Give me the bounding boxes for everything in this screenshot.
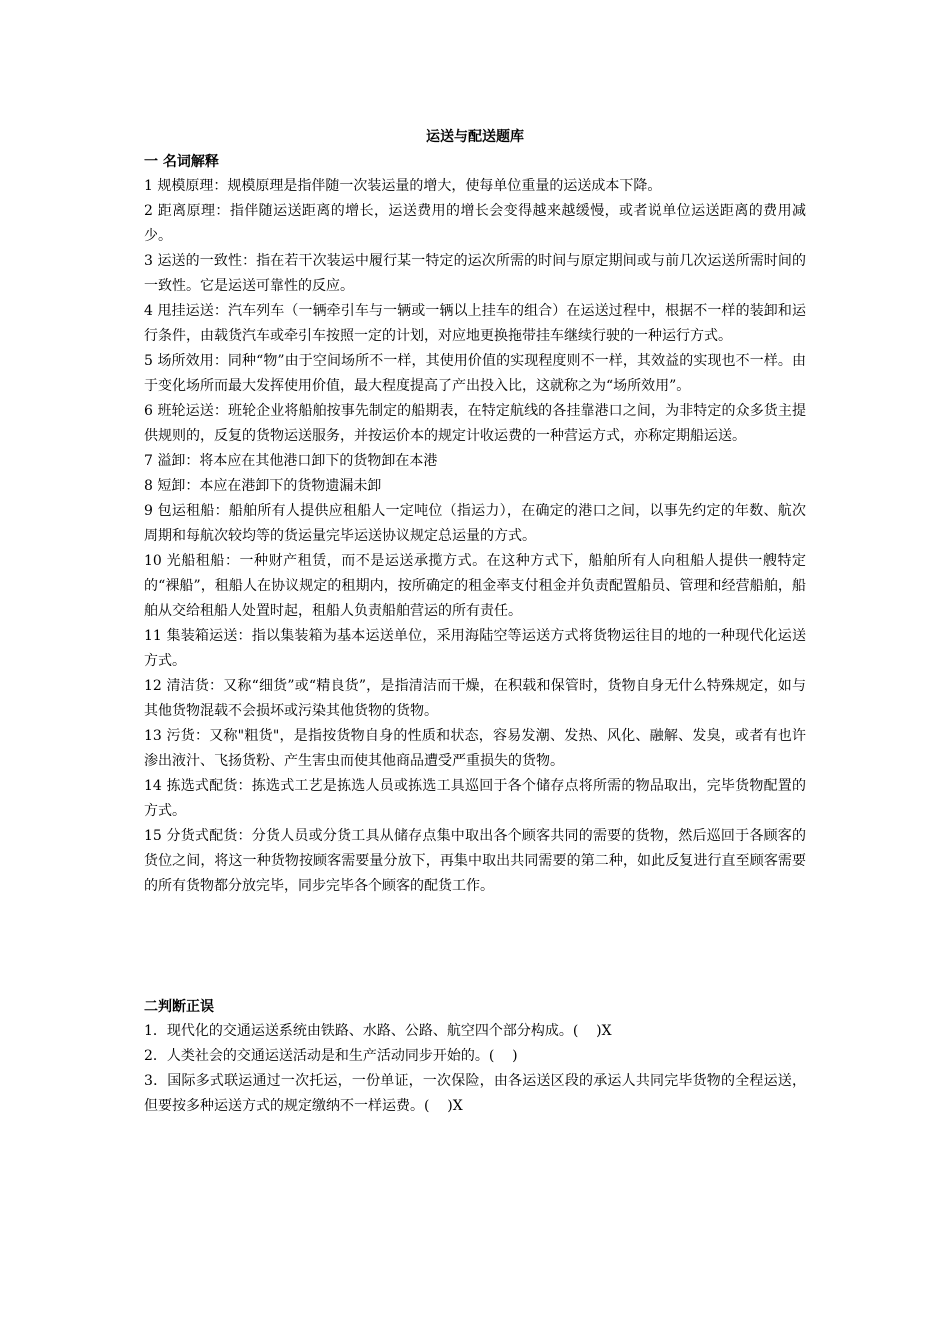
true-false-item: 3．国际多式联运通过一次托运，一份单证，一次保险，由各运送区段的承运人共同完毕货物的全程运送，但要按多种运送方式的规定缴纳不一样运费。( )X [144,1073,806,1114]
definition-item: 1 规模原理：规模原理是指伴随一次装运量的增大，使每单位重量的运送成本下降。 [144,178,662,194]
true-false-item: 1．现代化的交通运送系统由铁路、水路、公路、航空四个部分构成。( )X [144,1023,612,1039]
definition-item: 7 溢卸：将本应在其他港口卸下的货物卸在本港 [144,453,438,469]
section-spacer [144,899,806,995]
document-page [144,124,806,1119]
definition-item: 11 集装箱运送：指以集装箱为基本运送单位，采用海陆空等运送方式将货物运往目的地的一种现代化运送方式。 [144,628,806,669]
definition-item: 14 拣选式配货：拣选式工艺是拣选人员或拣选工具巡回于各个储存点将所需的物品取出，完毕货物配置的方式。 [144,778,806,819]
definition-item: 10 光船租船：一种财产租赁，而不是运送承揽方式。在这种方式下，船舶所有人向租船人提供一艘特定的“裸船”，租船人在协议规定的租期内，按所确定的租金率支付租金并负责配置船员、管理和经营船舶，船舶从交给租船人处置时起，租船人负责船舶营运的所有责任。 [144,553,806,619]
definition-item: 15 分货式配货：分货人员或分货工具从储存点集中取出各个顾客共同的需要的货物，然后巡回于各顾客的货位之间，将这一种货物按顾客需要量分放下，再集中取出共同需要的第二种，如此反复进行直至顾客需要的所有货物都分放完毕，同步完毕各个顾客的配货工作。 [144,828,806,894]
section-heading-definitions: 一 名词解释 [144,154,219,170]
definition-item: 9 包运租船：船舶所有人提供应租船人一定吨位（指运力），在确定的港口之间，以事先约定的年数、航次周期和每航次较均等的货运量完毕运送协议规定总运量的方式。 [144,503,806,544]
definition-item: 12 清洁货：又称“细货”或“精良货”，是指清洁而干燥，在积载和保管时，货物自身无什么特殊规定，如与其他货物混载不会损坏或污染其他货物的货物。 [144,678,806,719]
definition-item: 5 场所效用：同种“物”由于空间场所不一样，其使用价值的实现程度则不一样，其效益的实现也不一样。由于变化场所而最大发挥使用价值，最大程度提高了产出投入比，这就称之为“场所效用”。 [144,353,806,394]
true-false-list [144,1019,806,1119]
section-heading-true-false: 二判断正误 [144,999,214,1015]
definition-item: 6 班轮运送：班轮企业将船舶按事先制定的船期表，在特定航线的各挂靠港口之间，为非特定的众多货主提供规则的，反复的货物运送服务，并按运价本的规定计收运费的一种营运方式，亦称定期船运送。 [144,403,806,444]
definition-item: 3 运送的一致性：指在若干次装运中履行某一特定的运次所需的时间与原定期间或与前几次运送所需时间的一致性。它是运送可靠性的反应。 [144,253,806,294]
document-title: 运送与配送题库 [426,129,524,145]
definition-item: 4 甩挂运送：汽车列车（一辆牵引车与一辆或一辆以上挂车的组合）在运送过程中，根据不一样的装卸和运行条件，由载货汽车或牵引车按照一定的计划，对应地更换拖带挂车继续行驶的一种运行方式。 [144,303,806,344]
definition-item: 8 短卸：本应在港卸下的货物遗漏未卸 [144,478,382,494]
definition-item: 2 距离原理：指伴随运送距离的增长，运送费用的增长会变得越来越缓慢，或者说单位运送距离的费用减少。 [144,203,806,244]
definition-item: 13 污货：又称"粗货"，是指按货物自身的性质和状态，容易发潮、发热、风化、融解、发臭，或者有也许渗出液汁、飞扬货粉、产生害虫而使其他商品遭受严重损失的货物。 [144,728,806,769]
true-false-item: 2．人类社会的交通运送活动是和生产活动同步开始的。( ) [144,1048,518,1064]
definitions-list [144,174,806,899]
